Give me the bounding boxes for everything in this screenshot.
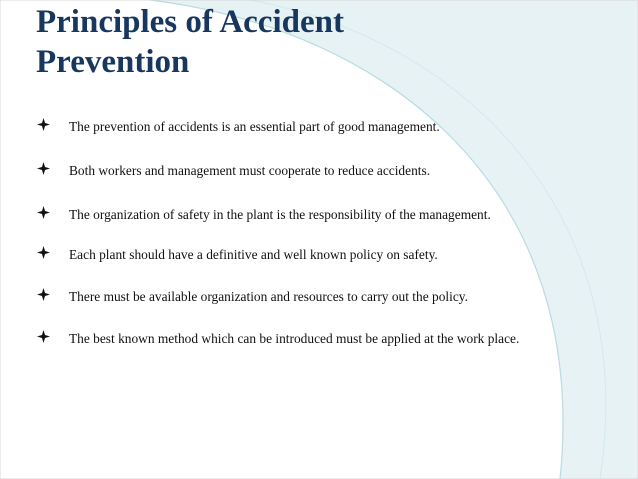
diamond-bullet-icon [37, 246, 50, 259]
diamond-bullet-icon [37, 206, 50, 219]
bullet-item [36, 160, 548, 181]
bullet-text: Both workers and management must cooperate to reduce accidents. [69, 163, 431, 178]
bullet-list [36, 116, 548, 349]
diamond-bullet-icon [37, 330, 50, 343]
diamond-bullet-icon [37, 162, 50, 175]
bullet-item [36, 328, 548, 349]
diamond-bullet-icon [37, 118, 50, 131]
slide-title-line-2: Prevention [36, 44, 190, 80]
bullet-text: The best known method which can be introduced must be applied at the work place. [69, 331, 520, 346]
bullet-item [36, 116, 548, 137]
bullet-text: Each plant should have a definitive and well known policy on safety. [69, 247, 438, 262]
slide-title [36, 2, 456, 82]
bullet-item [36, 286, 548, 307]
slide-title-line-1: Principles of Accident [36, 4, 344, 40]
bullet-text: The prevention of accidents is an essential part of good management. [69, 119, 440, 134]
bullet-text: The organization of safety in the plant is the responsibility of the management. [69, 207, 491, 222]
bullet-item [36, 204, 548, 225]
diamond-bullet-icon [37, 288, 50, 301]
bullet-item [36, 244, 548, 265]
bullet-text: There must be available organization and resources to carry out the policy. [69, 289, 468, 304]
